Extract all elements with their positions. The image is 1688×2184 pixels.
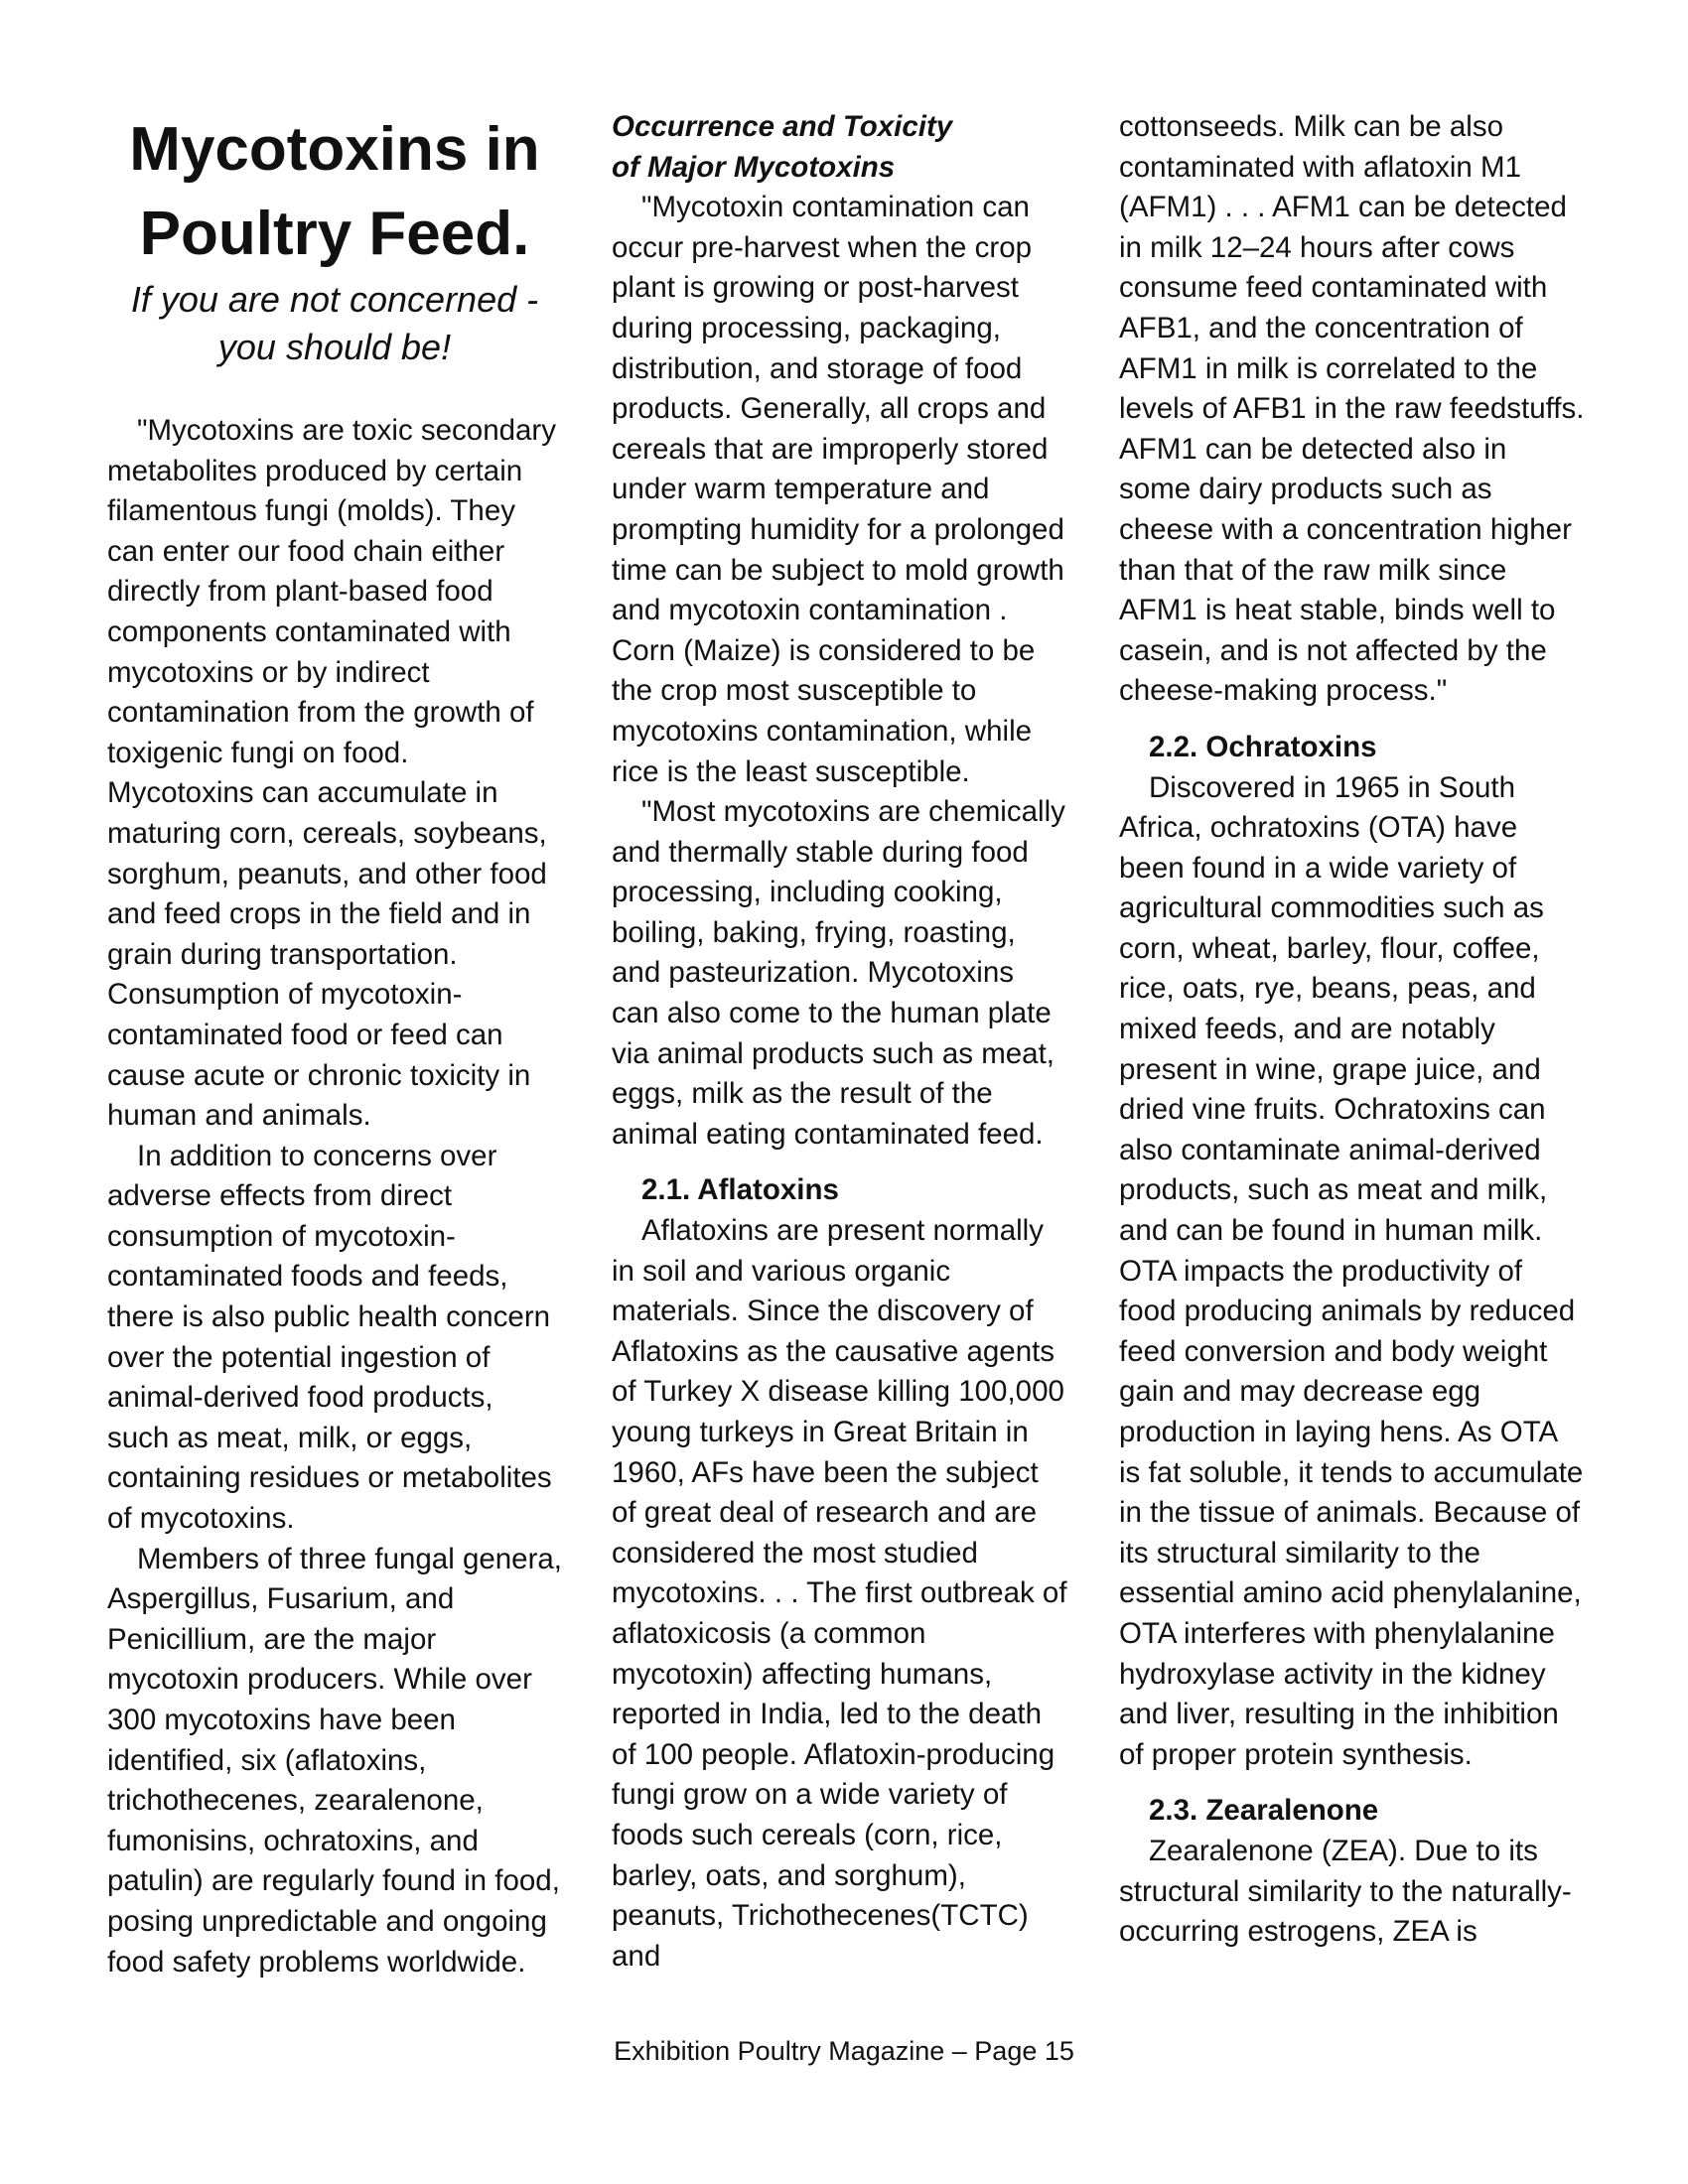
section-heading-line-1: Occurrence and Toxicity — [612, 110, 953, 143]
heading-aflatoxins: 2.1. Aflatoxins — [641, 1173, 839, 1207]
subtitle-line-2: you should be! — [217, 327, 452, 367]
title-line-1: Mycotoxins in — [129, 115, 540, 184]
paragraph-zearalenone: Zearalenone (ZEA). Due to its structural similarity to the naturally-occurring estrogens, ZEA is — [1119, 1834, 1572, 1949]
article-subtitle — [107, 276, 562, 371]
paragraph-intro: "Mycotoxins are toxic secondary metabolites produced by certain filamentous fungi (molds). They can enter our food chain either directly from plant-based food components contaminated with mycotoxins or by indirect contamination from the growth of toxigenic fungi on food. Mycotoxins can accumulate in maturing corn, cereals, soybeans, sorghum, peanuts, and other food and feed crops in the field and in grain during transportation. Consumption of mycotoxin-contaminated food or feed can cause acute or chronic toxicity in human and animals. — [107, 414, 557, 1133]
paragraph-public-health: In addition to concerns over adverse effects from direct consumption of mycotoxin-contaminated foods and feeds, there is also public health concern over the potential ingestion of animal-derived food products, such as meat, milk, or eggs, containing residues or metabolites of mycotoxins. — [107, 1139, 552, 1536]
heading-ochratoxins: 2.2. Ochratoxins — [1149, 730, 1377, 763]
paragraph-stability: "Most mycotoxins are chemically and thermally stable during food processing, including cooking, boiling, baking, frying, roasting, and pasteurization. Mycotoxins can also come to the human plate via animal products such as meat, eggs, milk as the result of the animal eating contaminated feed. — [612, 795, 1065, 1151]
paragraph-fungal-genera: Members of three fungal genera, Aspergillus, Fusarium, and Penicillium, are the major mycotoxin producers. While over 300 mycotoxins have been identified, six (aflatoxins, trichothecenes, zearalenone, fumonisins, ochratoxins, and patulin) are regularly found in food, posing unpredictable and ongoing food safety problems worldwide. — [107, 1542, 562, 1979]
section-heading — [612, 107, 1068, 188]
paragraph-ochratoxins: Discovered in 1965 in South Africa, ochratoxins (OTA) have been found in a wide variety of agricultural commodities such as corn, wheat, barley, flour, coffee, rice, oats, rye, beans, peas, and mixed feeds, and are notably present in wine, grape juice, and dried vine fruits. Ochratoxins can also contaminate animal-derived products, such as meat and milk, and can be found in human milk. OTA impacts the productivity of food producing animals by reduced feed conversion and body weight gain and may decrease egg production in laying hens. As OTA is fat soluble, it tends to accumulate in the tissue of animals. Because of its structural similarity to the essential amino acid phenylalanine, OTA interferes with phenylalanine hydroxylase activity in the kidney and liver, resulting in the inhibition of proper protein synthesis. — [1119, 770, 1584, 1771]
paragraph-afm1: cottonseeds. Milk can be also contaminated with aflatoxin M1 (AFM1) . . . AFM1 can be detected in milk 12–24 hours after cows consume feed contaminated with AFB1, and the concentration of AFM1 in milk is correlated to the levels of AFB1 in the raw feedstuffs. AFM1 can be detected also in some dairy products such as cheese with a concentration higher than that of the raw milk since AFM1 is heat stable, binds well to casein, and is not affected by the cheese-making process." — [1119, 110, 1585, 708]
column-1 — [107, 107, 562, 1982]
subtitle-line-1: If you are not concerned - — [130, 279, 539, 320]
heading-zearalenone: 2.3. Zearalenone — [1149, 1794, 1379, 1828]
column-2 — [612, 107, 1068, 1977]
page-footer: Exhibition Poultry Magazine – Page 15 — [614, 2036, 1074, 2066]
paragraph-aflatoxins: Aflatoxins are present normally in soil and various organic materials. Since the discovery of Aflatoxins as the causative agents of Turkey X disease killing 100,000 young turkeys in Great Britain in 1960, AFs have been the subject of great deal of research and are considered the most studied mycotoxins. . . The first outbreak of aflatoxicosis (a common mycotoxin) affecting humans, reported in India, led to the death of 100 people. Aflatoxin-producing fungi grow on a wide variety of foods such cereals (corn, rice, barley, oats, and sorghum), peanuts, Trichothecenes(TCTC) and — [612, 1214, 1067, 1973]
column-3 — [1119, 107, 1586, 1953]
article-title — [107, 107, 562, 276]
section-heading-line-2: of Major Mycotoxins — [612, 150, 896, 184]
title-line-2: Poultry Feed. — [139, 200, 530, 268]
paragraph-contamination: "Mycotoxin contamination can occur pre-harvest when the crop plant is growing or post-harvest during processing, packaging, distribution, and storage of food products. Generally, all crops and cereals that are improperly stored under warm temperature and prompting humidity for a prolonged time can be subject to mold growth and mycotoxin contamination . Corn (Maize) is considered to be the crop most susceptible to mycotoxins contamination, while rice is the least susceptible. — [612, 191, 1064, 788]
